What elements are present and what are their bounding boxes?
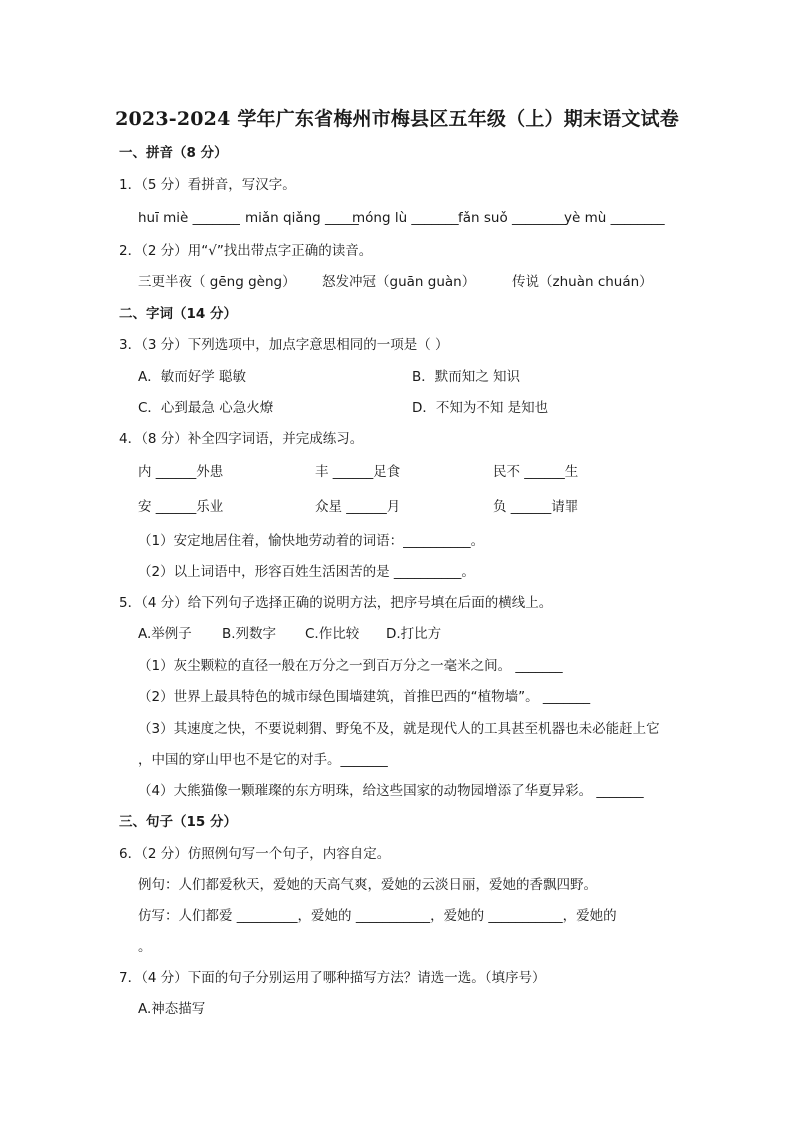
- idiom-blank-3: 民不 ______生: [493, 464, 579, 480]
- question-7-stem: 7．（4 分）下面的句子分别运用了哪种描写方法？请选一选。（填序号）: [119, 970, 546, 986]
- question-6-end: 。: [138, 939, 152, 955]
- method-d: D.打比方: [386, 626, 442, 642]
- reading-item-3: 传说（zhuàn chuán）: [512, 274, 653, 290]
- idiom-blank-4: 安 ______乐业: [138, 499, 224, 515]
- option-c: C．心到最急 心急火燎: [138, 400, 274, 416]
- idiom-blank-2: 丰 ______足食: [315, 464, 401, 480]
- option-d: D．不知为不知 是知也: [412, 400, 549, 416]
- question-5-sub-3: （3）其速度之快，不要说刺猬、野兔不及，就是现代人的工具甚至机器也未必能赶上它: [138, 721, 660, 737]
- question-3-stem: 3．（3 分）下列选项中，加点字意思相同的一项是（ ）: [119, 337, 449, 353]
- pinyin-item-4: fǎn suǒ ________: [458, 210, 567, 226]
- pinyin-item-5: yè mù ________: [564, 210, 665, 226]
- reading-item-2: 怒发冲冠（guān guàn）: [322, 274, 476, 290]
- question-6-example: 例句：人们都爱秋天，爱她的天高气爽，爱她的云淡日丽，爱她的香飘四野。: [138, 877, 597, 893]
- method-a: A.举例子: [138, 626, 192, 642]
- option-b: B．默而知之 知识: [412, 369, 521, 385]
- question-5-stem: 5．（4 分）给下列句子选择正确的说明方法，把序号填在后面的横线上。: [119, 595, 553, 611]
- idiom-blank-5: 众星 ______月: [315, 499, 401, 515]
- question-4-sub-2: （2）以上词语中，形容百姓生活困苦的是 __________。: [138, 564, 475, 580]
- method-b: B.列数字: [222, 626, 277, 642]
- question-5-sub-2: （2）世界上最具特色的城市绿色围墙建筑，首推巴西的“植物墙”。 _______: [138, 689, 591, 705]
- question-5-sub-1: （1）灰尘颗粒的直径一般在万分之一到百万分之一毫米之间。 _______: [138, 658, 563, 674]
- section-heading-sentences: 三、句子（15 分）: [119, 814, 237, 830]
- exam-title: 2023-2024 学年广东省梅州市梅县区五年级（上）期末语文试卷: [115, 108, 679, 130]
- question-4-sub-1: （1）安定地居住着，愉快地劳动着的词语：__________。: [138, 533, 485, 549]
- question-5-sub-4: （4）大熊猫像一颗璀璨的东方明珠，给这些国家的动物园增添了华夏异彩。 _______: [138, 783, 644, 799]
- pinyin-item-1: huī miè _______: [138, 210, 240, 226]
- method-c: C.作比较: [305, 626, 360, 642]
- idiom-blank-6: 负 ______请罪: [493, 499, 579, 515]
- idiom-blank-1: 内 ______外患: [138, 464, 224, 480]
- question-1-stem: 1．（5 分）看拼音，写汉字。: [119, 177, 296, 193]
- section-heading-words: 二、字词（14 分）: [119, 306, 237, 322]
- option-a: A．敏而好学 聪敏: [138, 369, 247, 385]
- question-4-stem: 4．（8 分）补全四字词语，并完成练习。: [119, 431, 364, 447]
- reading-item-1: 三更半夜（ gēng gèng）: [138, 274, 296, 290]
- question-7-option-a: A.神态描写: [138, 1001, 206, 1017]
- pinyin-item-2: miǎn qiǎng _____: [245, 210, 359, 226]
- question-6-stem: 6．（2 分）仿照例句写一个句子，内容自定。: [119, 846, 391, 862]
- question-2-stem: 2．（2 分）用“√”找出带点字正确的读音。: [119, 243, 373, 259]
- question-5-sub-3-cont: ，中国的穿山甲也不是它的对手。_______: [138, 752, 388, 768]
- pinyin-item-3: móng lù _______: [352, 210, 459, 226]
- section-heading-pinyin: 一、拼音（8 分）: [119, 145, 228, 161]
- question-6-imitate: 仿写：人们都爱 _________，爱她的 ___________，爱她的 ___________，爱她的: [138, 908, 617, 924]
